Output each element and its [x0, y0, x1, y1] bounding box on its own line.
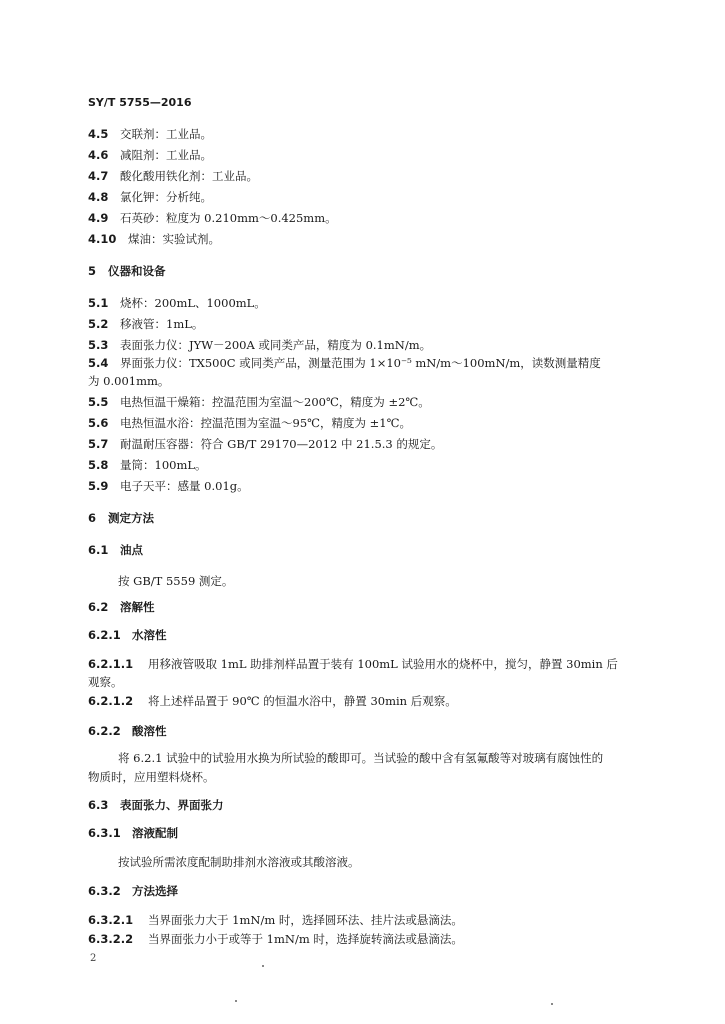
- clause-text: 煤油：实验试剂。: [128, 232, 220, 246]
- section-title: 仪器和设备: [108, 264, 166, 278]
- clause-6-2-1-2: [88, 694, 457, 708]
- clause-number: 5.3: [88, 338, 109, 352]
- clause-5-5: [88, 395, 430, 409]
- clause-number: 5.2: [88, 317, 109, 331]
- clause-6-3-2-2: [88, 932, 463, 946]
- section-5-heading: [88, 264, 166, 278]
- clause-number: 4.10: [88, 232, 117, 246]
- clause-number: 6.3.2.2: [88, 932, 134, 946]
- clause-text: 石英砂：粒度为 0.210mm～0.425mm。: [120, 211, 337, 225]
- clause-6-3-1-body: 按试验所需浓度配制助排剂水溶液或其酸溶液。: [118, 855, 360, 869]
- clause-text: 电热恒温干燥箱：控温范围为室温～200℃，精度为 ±2℃。: [120, 395, 430, 409]
- clause-5-3: [88, 338, 431, 352]
- clause-4-7: [88, 169, 258, 183]
- clause-5-4: [88, 356, 601, 370]
- clause-title: 油点: [120, 543, 143, 557]
- clause-number: 5.7: [88, 437, 109, 451]
- clause-text: 减阻剂：工业品。: [120, 148, 212, 162]
- clause-number: 5.1: [88, 296, 109, 310]
- section-number: 6: [88, 511, 97, 525]
- clause-text: 交联剂：工业品。: [120, 127, 212, 141]
- clause-6-2-2-heading: [88, 724, 167, 738]
- standard-code-header: SY/T 5755—2016: [88, 96, 192, 109]
- clause-6-3-2-heading: [88, 884, 178, 898]
- clause-text: 氯化钾：分析纯。: [120, 190, 212, 204]
- clause-6-1-heading: [88, 543, 143, 557]
- clause-number: 4.9: [88, 211, 109, 225]
- clause-number: 5.5: [88, 395, 109, 409]
- section-number: 5: [88, 264, 97, 278]
- clause-title: 酸溶性: [132, 724, 167, 738]
- clause-5-8: [88, 458, 207, 472]
- clause-number: 4.7: [88, 169, 109, 183]
- scan-speck: [262, 965, 264, 967]
- clause-title: 水溶性: [132, 628, 167, 642]
- clause-text: 为 0.001mm。: [88, 374, 170, 388]
- clause-text: 烧杯：200mL、1000mL。: [120, 296, 266, 310]
- clause-number: 5.8: [88, 458, 109, 472]
- clause-number: 5.4: [88, 356, 109, 370]
- clause-text: 电子天平：感量 0.01g。: [120, 479, 249, 493]
- clause-text: 界面张力仪：TX500C 或同类产品，测量范围为 1×10⁻⁵ mN/m～100mN/m，读数测量精度: [120, 356, 601, 370]
- clause-6-2-1-heading: [88, 628, 167, 642]
- clause-number: 6.2.1.1: [88, 657, 134, 671]
- clause-6-2-1-1-continued: 观察。: [88, 675, 123, 689]
- scan-speck: [551, 1003, 553, 1005]
- clause-number: 5.6: [88, 416, 109, 430]
- clause-text: 表面张力仪：JYW－200A 或同类产品，精度为 0.1mN/m。: [120, 338, 432, 352]
- clause-4-9: [88, 211, 337, 225]
- clause-4-6: [88, 148, 212, 162]
- clause-5-4-continued: [88, 374, 169, 388]
- clause-6-2-2-body: 将 6.2.1 试验中的试验用水换为所试验的酸即可。当试验的酸中含有氢氟酸等对玻璃有腐蚀性的: [118, 751, 604, 765]
- clause-6-2-1-1: [88, 657, 618, 671]
- clause-6-3-2-1: [88, 913, 463, 927]
- clause-number: 6.2.1.2: [88, 694, 134, 708]
- clause-title: 溶解性: [120, 600, 155, 614]
- clause-text: 耐温耐压容器：符合 GB/T 29170—2012 中 21.5.3 的规定。: [120, 437, 443, 451]
- clause-title: 表面张力、界面张力: [120, 798, 224, 812]
- clause-text: 电热恒温水浴：控温范围为室温～95℃，精度为 ±1℃。: [120, 416, 411, 430]
- clause-text: 移液管：1mL。: [120, 317, 204, 331]
- clause-number: 6.2: [88, 600, 109, 614]
- clause-number: 5.9: [88, 479, 109, 493]
- clause-text: 当界面张力小于或等于 1mN/m 时，选择旋转滴法或悬滴法。: [148, 932, 463, 946]
- clause-text: 量筒：100mL。: [120, 458, 207, 472]
- clause-number: 6.3.1: [88, 826, 121, 840]
- clause-number: 6.2.1: [88, 628, 121, 642]
- clause-number: 4.5: [88, 127, 109, 141]
- clause-title: 方法选择: [132, 884, 178, 898]
- clause-number: 4.6: [88, 148, 109, 162]
- clause-4-5: [88, 127, 212, 141]
- page-number: 2: [90, 953, 97, 964]
- clause-number: 6.2.2: [88, 724, 121, 738]
- clause-6-3-heading: [88, 798, 224, 812]
- clause-6-2-2-body-continued: 物质时，应用塑料烧杯。: [88, 770, 215, 784]
- clause-4-8: [88, 190, 212, 204]
- scan-speck: [235, 1000, 237, 1002]
- clause-text: 将上述样品置于 90℃ 的恒温水浴中，静置 30min 后观察。: [148, 694, 457, 708]
- clause-4-10: [88, 232, 220, 246]
- section-title: 测定方法: [108, 511, 154, 525]
- clause-5-7: [88, 437, 442, 451]
- clause-title: 溶液配制: [132, 826, 178, 840]
- clause-number: 6.3.2: [88, 884, 121, 898]
- clause-number: 6.3.2.1: [88, 913, 134, 927]
- clause-text: 酸化酸用铁化剂：工业品。: [120, 169, 258, 183]
- clause-number: 6.3: [88, 798, 109, 812]
- clause-5-1: [88, 296, 266, 310]
- clause-6-2-heading: [88, 600, 155, 614]
- clause-5-6: [88, 416, 411, 430]
- clause-5-2: [88, 317, 203, 331]
- clause-text: 用移液管吸取 1mL 助排剂样品置于装有 100mL 试验用水的烧杯中，搅匀，静置 30min 后: [148, 657, 618, 671]
- clause-5-9: [88, 479, 249, 493]
- clause-6-1-body: 按 GB/T 5559 测定。: [118, 574, 234, 588]
- clause-6-3-1-heading: [88, 826, 178, 840]
- clause-number: 4.8: [88, 190, 109, 204]
- clause-text: 当界面张力大于 1mN/m 时，选择圆环法、挂片法或悬滴法。: [148, 913, 463, 927]
- section-6-heading: [88, 511, 154, 525]
- clause-number: 6.1: [88, 543, 109, 557]
